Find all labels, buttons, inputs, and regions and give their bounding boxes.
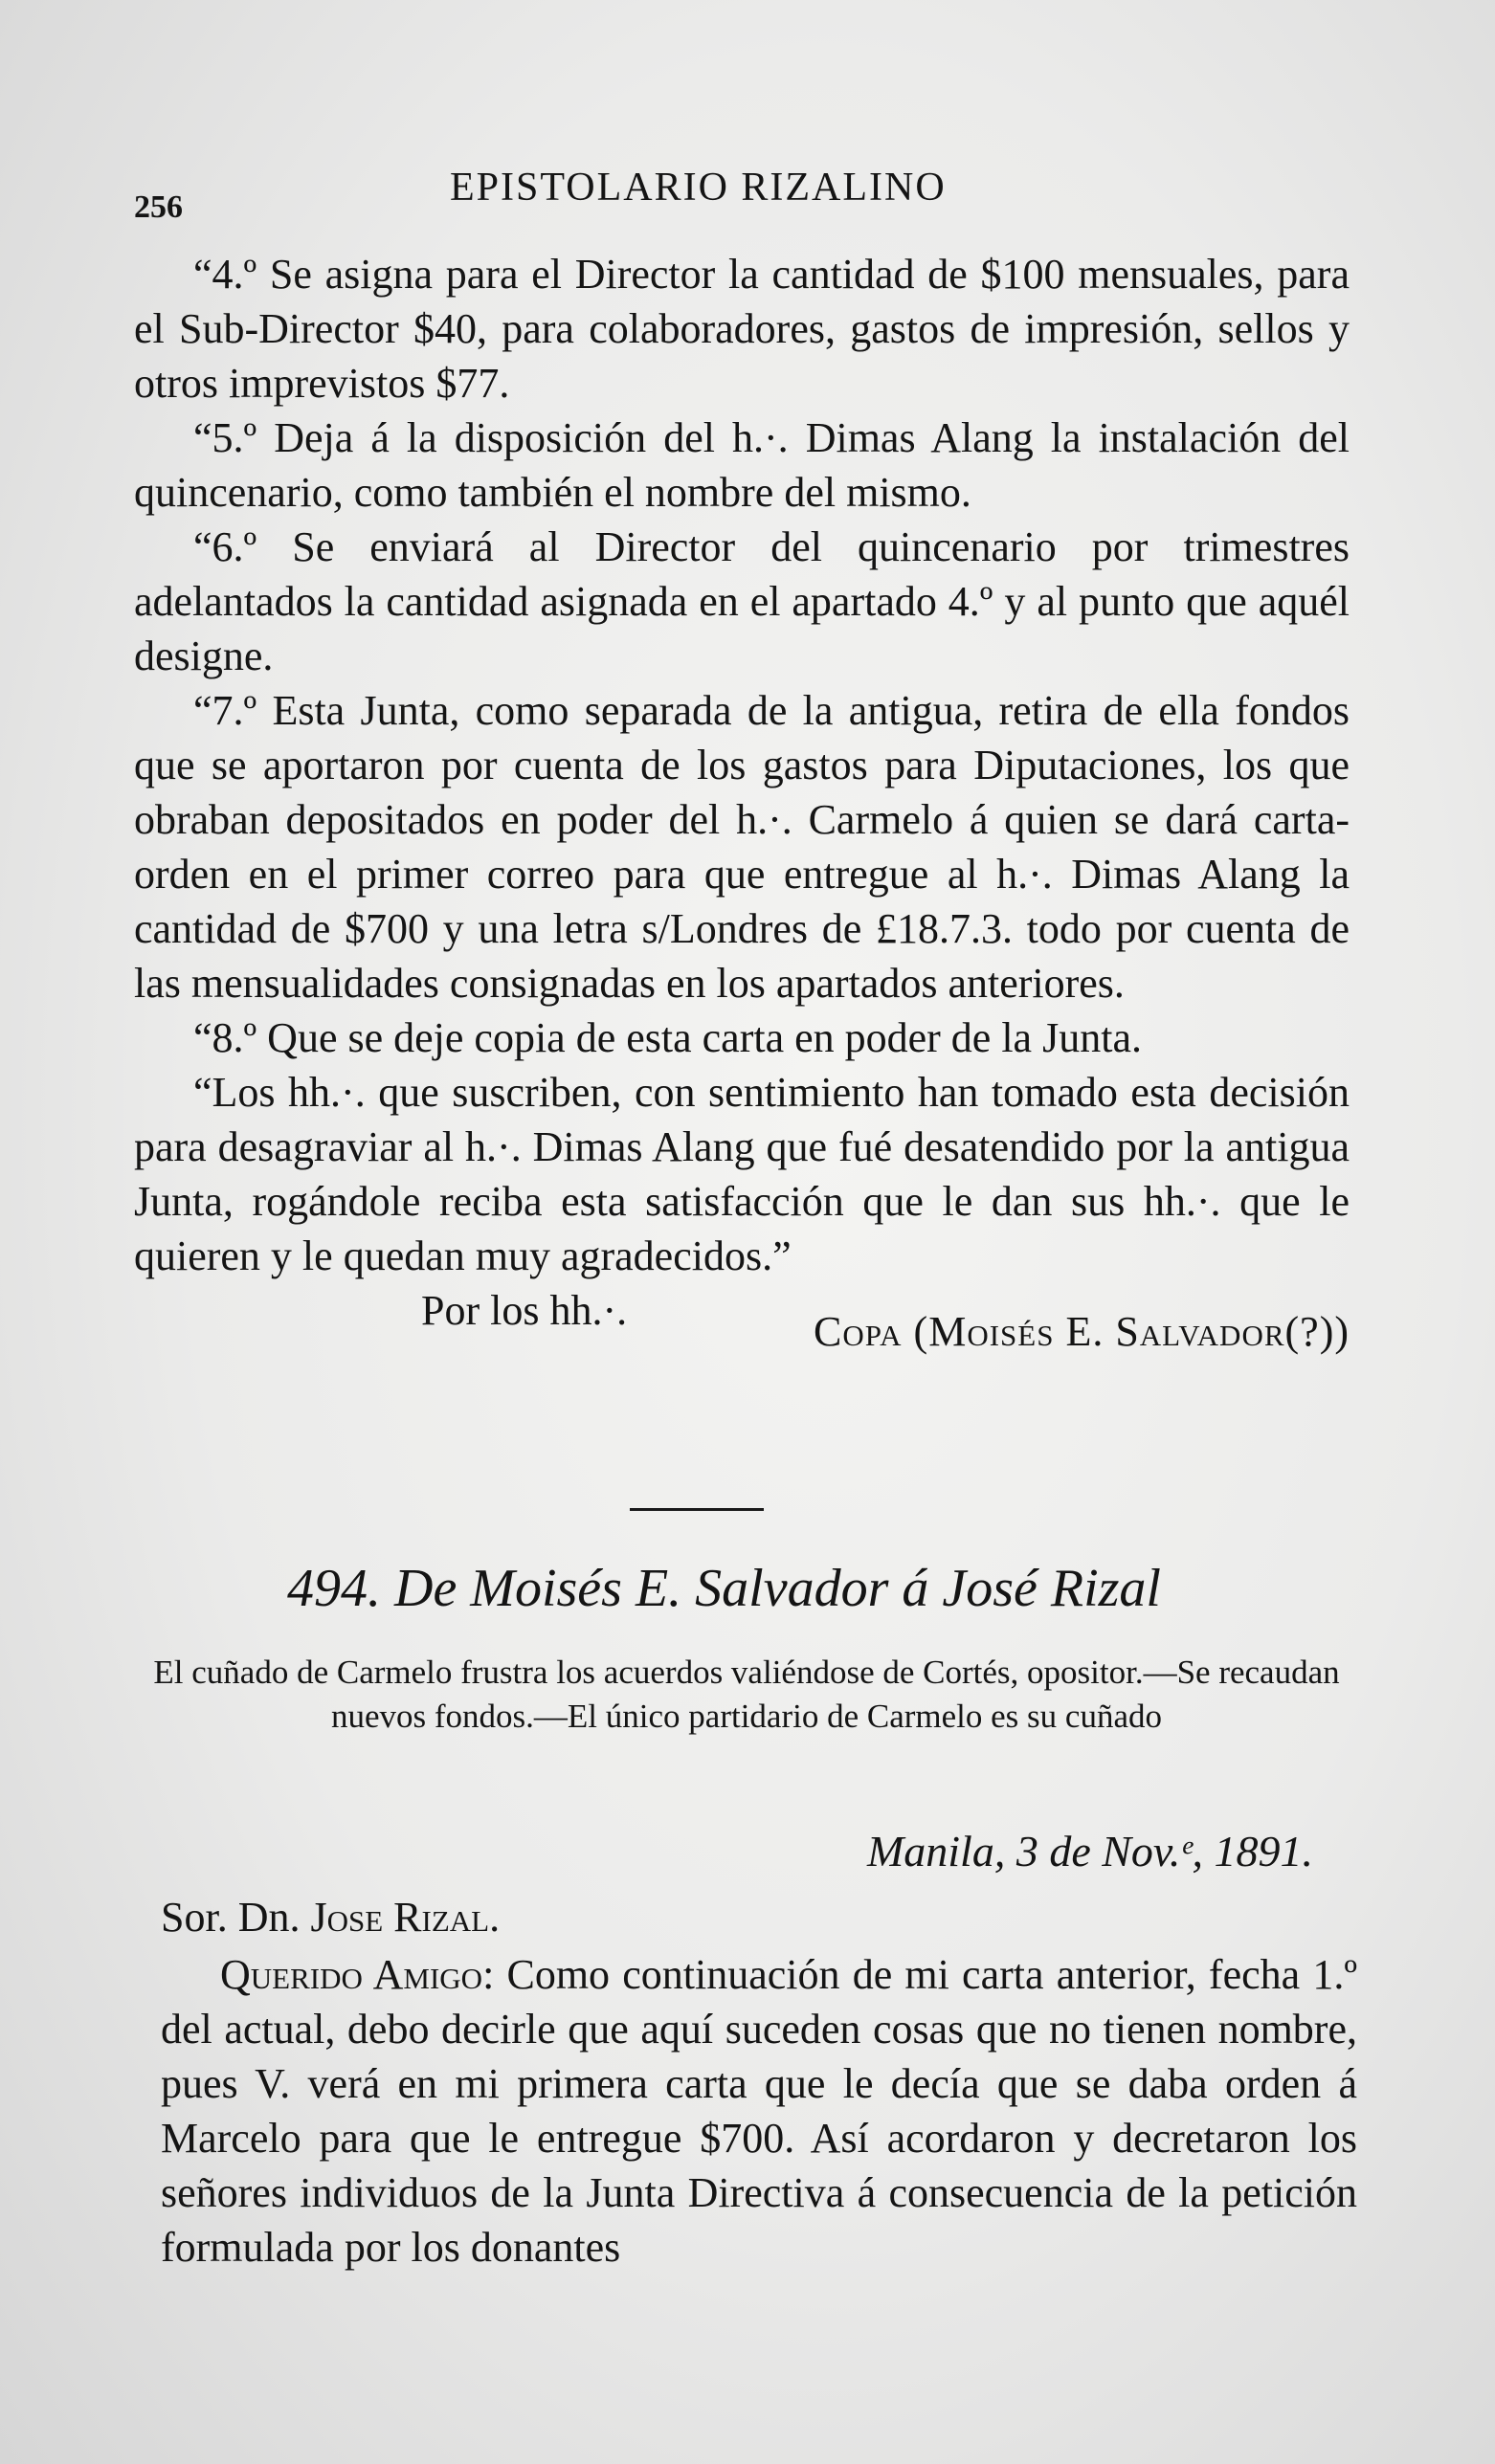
paragraph: “7.º Esta Junta, como separada de la antigua, retira de ella fondos que se aportaron por cuenta de los gastos para Diputaciones, los que obraban depositados en poder del h.·. Carmelo á quien se dará carta-orden en el primer correo para que entregue al h.·. Dimas Alang la cantidad de $700 y una letra s/Londres de £18.7.3. todo por cuenta de las mensualidades consignadas en los apartados anteriores. (134, 687, 1350, 1007)
signature-left: Por los hh.·. (421, 1287, 628, 1334)
salutation (161, 1893, 500, 1942)
salutation-prefix: Sor. Dn. (161, 1894, 301, 1941)
letter-dateline: Manila, 3 de Nov.ᵉ, 1891. (866, 1827, 1313, 1876)
letter-body-text: Como continuación de mi carta anterior, fecha 1.º del actual, debo decirle que aquí suceden cosas que no tienen nombre, pues V. verá en mi primera carta que le decía que se daba orden á Marcelo para que le entregue $700. Así acordaron y decretaron los señores individuos de la Junta Directiva á consecuencia de la petición formulada por los donantes (161, 1951, 1357, 2271)
letter-body (161, 1947, 1357, 2275)
signature-block (134, 1283, 1350, 1355)
salutation-name: Jose Rizal. (310, 1894, 501, 1941)
paragraph: “5.º Deja á la disposición del h.·. Dimas Alang la instalación del quincenario, como también el nombre del mismo. (134, 414, 1350, 516)
previous-letter-text (134, 247, 1350, 1355)
letter-summary: El cuñado de Carmelo frustra los acuerdos valiéndose de Cortés, opositor.—Se recaudan nuevos fondos.—El único partidario de Carmelo es su cuñado (153, 1654, 1340, 1735)
page-header (134, 163, 1350, 230)
running-title: EPISTOLARIO RIZALINO (450, 166, 947, 210)
letter-title: 494. De Moisés E. Salvador á José Rizal (287, 1559, 1161, 1618)
paragraph: “8.º Que se deje copia de esta carta en poder de la Junta. (193, 1014, 1142, 1061)
paragraph (161, 1947, 1357, 2275)
greeting: Querido Amigo: (220, 1951, 495, 1998)
paragraph: “6.º Se enviará al Director del quincenario por trimestres adelantados la cantidad asignada en el apartado 4.º y al punto que aquél designe. (134, 523, 1350, 679)
paragraph: “Los hh.·. que suscriben, con sentimiento han tomado esta decisión para desagraviar al h.·. Dimas Alang que fué desatendido por la antigua Junta, rogándole reciba esta satisfacción que le dan sus hh.·. que le quieren y le quedan muy agradecidos.” (134, 1069, 1350, 1279)
page-number: 256 (134, 189, 183, 225)
paragraph: “4.º Se asigna para el Director la cantidad de $100 mensuales, para el Sub-Director $40, para colaboradores, gastos de impresión, sellos y otros imprevistos $77. (134, 251, 1350, 407)
signature-right: Copa (Moisés E. Salvador(?)) (814, 1308, 1350, 1355)
section-divider (630, 1508, 764, 1511)
